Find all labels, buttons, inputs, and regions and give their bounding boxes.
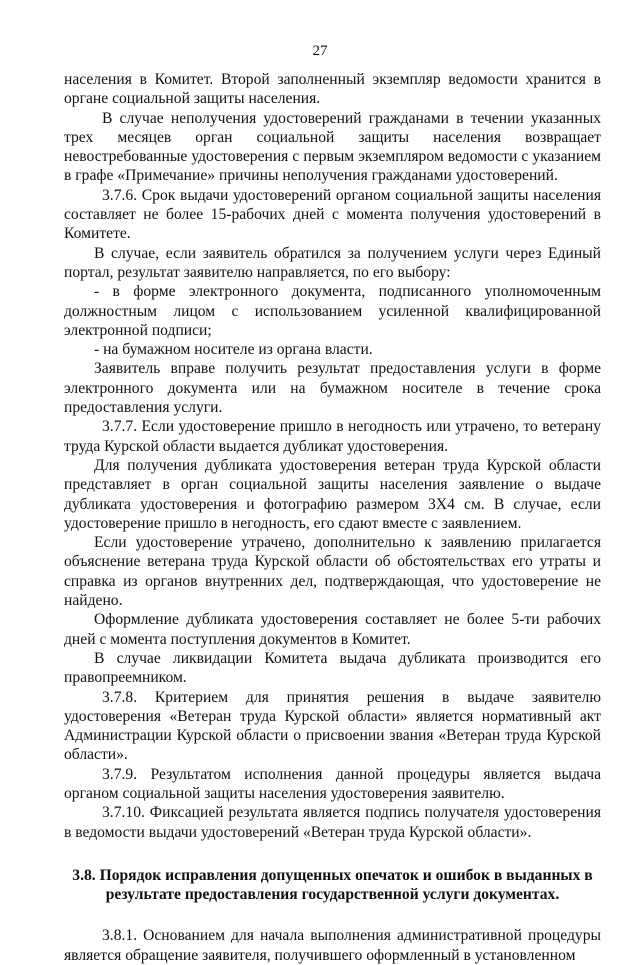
paragraph-liquidation: В случае ликвидации Комитета выдача дубликата производится его правопреемником.: [64, 649, 601, 687]
paragraph-duplicate-request: Для получения дубликата удостоверения ветеран труда Курской области представляет в орган социальной защиты населения заявление о выдаче дубликата удостоверения и фотографию размером 3Х4 см. В случае, если удостоверение пришло в негодность, его сдают вместе с заявлением.: [64, 456, 601, 532]
paragraph-3-7-8: 3.7.8. Критерием для принятия решения в выдаче заявителю удостоверения «Ветеран труда Курской области» является нормативный акт Администрации Курской области о присвоении звания «Ветеран труда Курской области».: [64, 688, 601, 764]
paragraph-3-7-10: 3.7.10. Фиксацией результата является подпись получателя удостоверения в ведомости выдачи удостоверений «Ветеран труда Курской области».: [64, 804, 601, 841]
paragraph-continuation: населения в Комитет. Второй заполненный экземпляр ведомости хранится в органе социальной защиты населения.: [64, 71, 601, 108]
list-item-electronic: - в форме электронного документа, подписанного уполномоченным должностным лицом с использованием усиленной квалифицированной электронной подписи;: [64, 283, 601, 339]
list-item-paper: - на бумажном носителе из органа власти.: [94, 341, 373, 359]
paragraph-duplicate-term: Оформление дубликата удостоверения составляет не более 5-ти рабочих дней с момента поступления документов в Комитет.: [64, 611, 601, 648]
paragraph-3-7-7: 3.7.7. Если удостоверение пришло в негодность или утрачено, то ветерану труда Курской области выдается дубликат удостоверения.: [64, 418, 601, 455]
paragraph-unclaimed-certificates: В случае неполучения удостоверений гражданами в течении указанных трех месяцев орган социальной защиты населения возвращает невостребованные удостоверения с первым экземпляром ведомости с указанием в графе «Примечание» причины неполучения гражданами удостоверений.: [64, 109, 601, 185]
page-body: [64, 70, 601, 965]
paragraph-applicant-right: Заявитель вправе получить результат предоставления услуги в форме электронного документа или на бумажном носителе в течение срока предоставления услуги.: [64, 360, 601, 417]
page-number: 27: [312, 43, 328, 59]
paragraph-3-8-1: 3.8.1. Основанием для начала выполнения административной процедуры является обращение заявителя, получившего оформленный в установленном: [64, 927, 601, 964]
paragraph-3-7-9: 3.7.9. Результатом исполнения данной процедуры является выдача органом социальной защиты населения удостоверения заявителю.: [64, 765, 601, 802]
paragraph-lost-certificate: Если удостоверение утрачено, дополнительно к заявлению прилагается объяснение ветерана труда Курской области об обстоятельствах его утраты и справка из органов внутренних дел, подтверждающая, что удостоверение не найдено.: [64, 534, 601, 610]
paragraph-unified-portal: В случае, если заявитель обратился за получением услуги через Единый портал, результат заявителю направляется, по его выбору:: [64, 244, 601, 281]
section-heading-3-8: 3.8. Порядок исправления допущенных опечаток и ошибок в выданных в результате предоставления государственной услуги документах.: [72, 866, 593, 904]
paragraph-3-7-6: 3.7.6. Срок выдачи удостоверений органом социальной защиты населения составляет не более 15-рабочих дней с момента получения удостоверений в Комитете.: [64, 186, 601, 243]
